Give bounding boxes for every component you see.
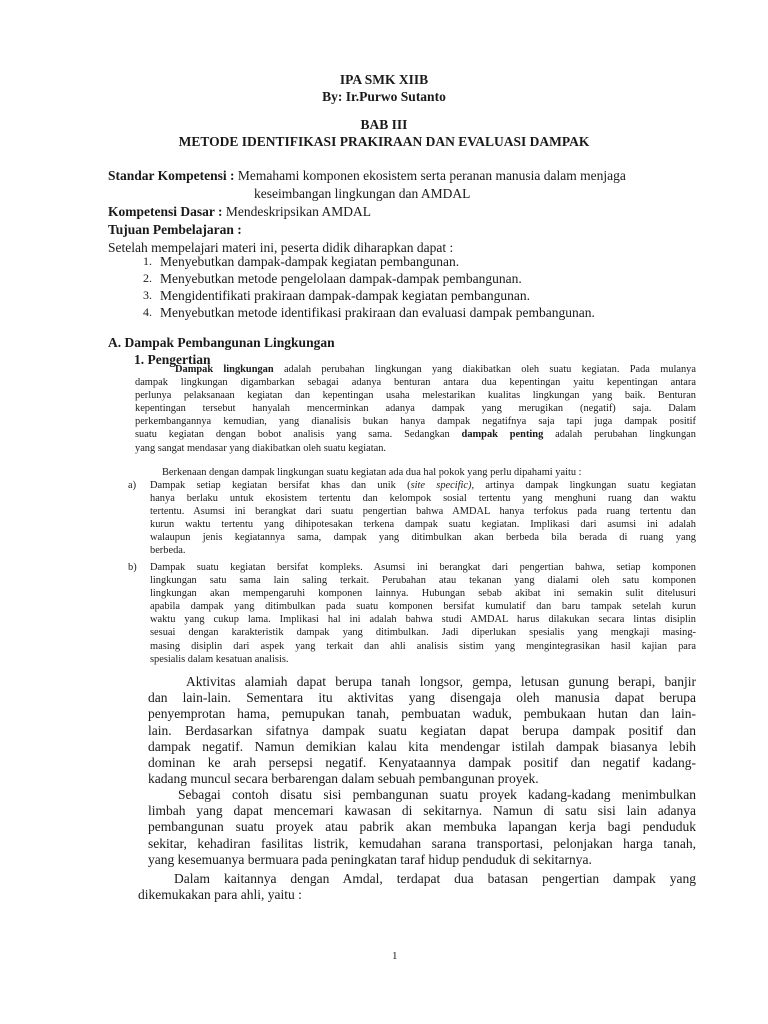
paragraph-activities: Aktivitas alamiah dapat berupa tanah longsor, gempa, letusan gunung berapi, banjir dan lain-lain. Sementara itu aktivitas yang disengaja oleh manusia dapat berupa penyemprotan hama, pemupukan tanah, pembuatan waduk, pembukaan hutan dan lain- lain. Berdasarkan sifatnya dampak suatu kegiatan dapat berupa dampak positif dan dampak negatif. Namun demikian kalau kita mendengar istilah dampak biasanya lebih dominan ke arah persepsi negatif. Kenyataannya dampak positif dan negatif kadang- kadang muncul secara berbarengan dalam sebuah pembangunan proyek.	[148, 674, 696, 787]
paragraph-example: Sebagai contoh disatu sisi pembangunan suatu proyek kadang-kadang menimbulkan limbah yang dapat mencemari kawasan di sekitarnya. Namun di satu sisi lain adanya pembangunan suatu proyek atau pabrik akan membuka lapangan kerja bagi penduduk sekitar, kehadiran fasilitas listrik, kemudahan sarana transportasi, pelonjakan harga tanah, yang kesemuanya bermuara pada peningkatan taraf hidup penduduk di sekitarnya.	[148, 787, 696, 867]
standar-label: Standar Kompetensi :	[108, 168, 235, 183]
chapter-number: BAB III	[360, 117, 408, 132]
chapter-title: METODE IDENTIFIKASI PRAKIRAAN DAN EVALUASI DAMPAK	[178, 134, 590, 149]
list-item: 2. Menyebutkan metode pengelolaan dampak-dampak pembangunan.	[143, 271, 522, 286]
list-item: 4. Menyebutkan metode identifikasi prakiraan dan evaluasi dampak pembangunan.	[143, 305, 595, 320]
list-item-a: a) Dampak setiap kegiatan bersifat khas dan unik (site specific), artinya dampak lingkungan suatu kegiatan hanya berlaku untuk ekosistem tertentu dan kelompok sosial tertentu yang menghuni ruang dan waktu tertentu. Asumsi ini berangkat dari suatu pengertian bahwa AMDAL hanya terfokus pada ruang tertentu dan kurun waktu tertentu yang dihipotesakan terkena dampak suatu kegiatan. Implikasi dari asumsi ini adalah walaupun jenis kegiatannya sama, dampak yang ditimbulkan akan berbeda bila berada di ruang yang berbeda.	[128, 480, 696, 557]
dasar-label: Kompetensi Dasar :	[108, 204, 223, 219]
list-item: 3. Mengidentifikati prakiraan dampak-dampak kegiatan pembangunan.	[143, 288, 530, 303]
page-number: 1	[392, 950, 398, 962]
paragraph-definition: Dampak lingkungan adalah perubahan lingkungan yang diakibatkan oleh suatu kegiatan. Pada mulanya dampak lingkungan digambarkan sebagai adanya benturan antara dua kepentingan yaitu kepentingan antara perlunya pelaksanaan kegiatan dan kepentingan usaha melestarikan kualitas lingkungan yang baik. Benturan kepentingan tersebut hanyalah mencerminkan adanya dampak yang merugikan (negatif) saja. Dalam perkembangannya kemudian, yang dianalisis bukan hanya dampak negatifnya saja tapi juga dampak positif suatu kegiatan dengan bobot analisis yang sama. Sedangkan dampak penting adalah perubahan lingkungan yang sangat mendasar yang diakibatkan oleh suatu kegiatan.	[135, 364, 696, 454]
list-item-b: b) Dampak suatu kegiatan bersifat kompleks. Asumsi ini berangkat dari pengertian bahwa, setiap komponen lingkungan satu sama lain saling terkait. Perubahan atau tekanan yang dialami oleh satu komponen lingkungan akan mempengaruhi komponen lainnya. Hubungan sebab akibat ini semakin sulit ditelusuri apabila dampak yang ditimbulkan pada suatu komponen bersifat kumulatif dan baru tampak setelah kurun waktu yang cukup lama. Implikasi hal ini adalah bahwa studi AMDAL harus dilakukan secara lintas disiplin sesuai dengan karakteristik dampak yang ditimbulkan. Jadi diperlukan spesialis yang mengkaji masing- masing disiplin dari aspek yang terkait dan ahli analisis sistim yang mengintegrasikan hasil kajian para spesialis dalam kesatuan analisis.	[128, 562, 696, 665]
standar-text-cont: keseimbangan lingkungan dan AMDAL	[254, 186, 471, 201]
subsection-heading-1: 1. Pengertian	[134, 352, 211, 367]
standar-text: Memahami komponen ekosistem serta peranan manusia dalam menjaga	[234, 168, 626, 183]
competency-block	[108, 167, 708, 257]
document-header	[0, 71, 768, 105]
author-line: By: Ir.Purwo Sutanto	[322, 89, 446, 104]
goals-list	[108, 253, 595, 321]
dasar-text: Mendeskripsikan AMDAL	[222, 204, 371, 219]
chapter-header	[0, 116, 768, 150]
paragraph-two-points: Berkenaan dengan dampak lingkungan suatu kegiatan ada dua hal pokok yang perlu dipahami yaitu :	[162, 467, 582, 478]
tujuan-label: Tujuan Pembelajaran :	[108, 222, 242, 237]
course-title: IPA SMK XIIB	[339, 72, 429, 87]
section-heading-a: A. Dampak Pembangunan Lingkungan	[108, 335, 335, 350]
tujuan-intro: Setelah mempelajari materi ini, peserta didik diharapkan dapat :	[108, 240, 454, 255]
list-item: 1. Menyebutkan dampak-dampak kegiatan pembangunan.	[143, 254, 460, 269]
paragraph-amdal: Dalam kaitannya dengan Amdal, terdapat dua batasan pengertian dampak yang dikemukakan para ahli, yaitu :	[138, 871, 696, 903]
